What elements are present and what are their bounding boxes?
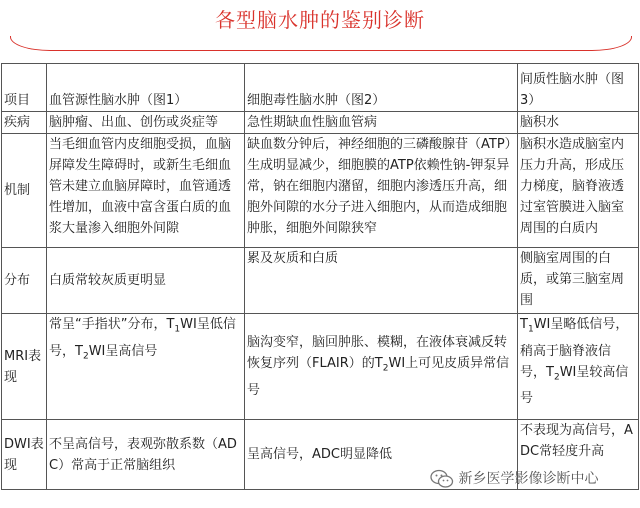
title-banner xyxy=(0,0,640,56)
watermark-text: 新乡医学影像诊断中心 xyxy=(458,471,599,487)
header-row xyxy=(2,64,639,112)
mri-interstitial: $T_1WI$呈略低信号，稍高于脑脊液信号，$T_2WI$呈较高信号 xyxy=(518,314,639,420)
dwi-cytotoxic: 呈高信号，ADC明显降低 xyxy=(245,420,518,490)
dwi-interstitial: 不表现为高信号，ADC常轻度升高 xyxy=(518,420,639,490)
mechanism-cytotoxic: 缺血数分钟后，神经细胞的三磷酸腺苷（ATP）生成明显减少，细胞膜的ATP依赖性钠-钾泵异常，钠在细胞内潴留，细胞内渗透压升高，细胞外间隙的水分子进入细胞内，从而造成细胞肿胀，细胞外间隙狭窄 xyxy=(245,134,518,248)
wechat-icon xyxy=(430,469,454,489)
header-cytotoxic: 细胞毒性脑水肿（图2） xyxy=(245,64,518,112)
label-dwi: DWI表现 xyxy=(2,420,47,490)
disease-cytotoxic: 急性期缺血性脑血管病 xyxy=(245,112,518,134)
row-mri xyxy=(2,314,639,420)
row-distribution xyxy=(2,248,639,314)
diagnosis-table xyxy=(1,63,639,490)
row-mechanism xyxy=(2,134,639,248)
watermark xyxy=(430,468,636,496)
disease-vasogenic: 脑肿瘤、出血、创伤或炎症等 xyxy=(47,112,245,134)
mri-vasogenic: 常呈“手指状”分布，$T_1WI$呈低信号，$T_2WI$呈高信号 xyxy=(47,314,245,420)
distribution-vasogenic: 白质常较灰质更明显 xyxy=(47,248,245,314)
label-disease: 疾病 xyxy=(2,112,47,134)
distribution-interstitial: 侧脑室周围的白质，或第三脑室周围 xyxy=(518,248,639,314)
dwi-vasogenic: 不呈高信号，表观弥散系数（ADC）常高于正常脑组织 xyxy=(47,420,245,490)
page-title: 各型脑水肿的鉴别诊断 xyxy=(215,8,425,32)
mechanism-vasogenic: 当毛细血管内皮细胞受损，血脑屏障发生障碍时，或新生毛细血管未建立血脑屏障时，血管通透性增加，血液中富含蛋白质的血浆大量渗入细胞外间隙 xyxy=(47,134,245,248)
disease-interstitial: 脑积水 xyxy=(518,112,639,134)
label-distribution: 分布 xyxy=(2,248,47,314)
mechanism-interstitial: 脑积水造成脑室内压力升高，形成压力梯度，脑脊液透过室管膜进入脑室周围的白质内 xyxy=(518,134,639,248)
header-vasogenic: 血管源性脑水肿（图1） xyxy=(47,64,245,112)
distribution-cytotoxic: 累及灰质和白质 xyxy=(245,248,518,314)
header-interstitial: 间质性脑水肿（图3） xyxy=(518,64,639,112)
header-item: 项目 xyxy=(2,64,47,112)
mri-cytotoxic: 脑沟变窄，脑回肿胀、模糊，在液体衰减反转恢复序列（FLAIR）的$T_2WI$上可见皮质异常信号 xyxy=(245,314,518,420)
label-mechanism: 机制 xyxy=(2,134,47,248)
title-underline xyxy=(10,36,632,51)
row-disease xyxy=(2,112,639,134)
label-mri: MRI表现 xyxy=(2,314,47,420)
